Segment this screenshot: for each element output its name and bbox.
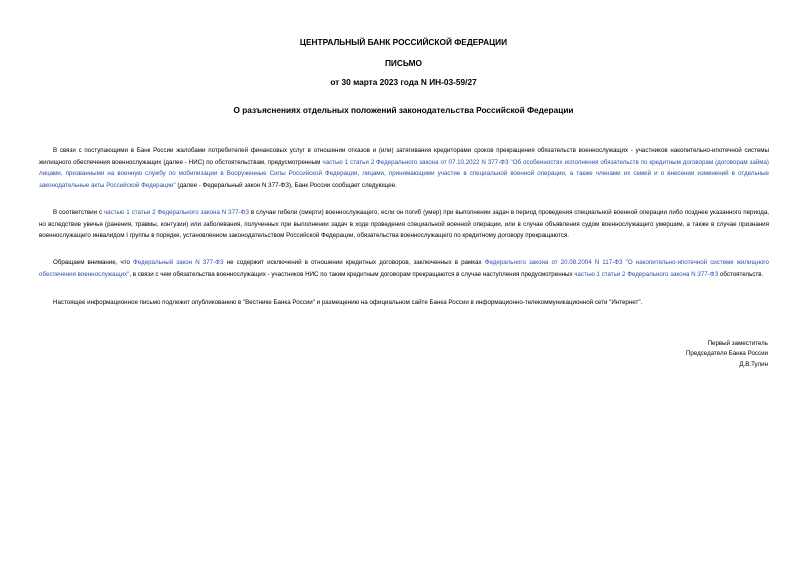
document-date-number: от 30 марта 2023 года N ИН-03-59/27 xyxy=(330,77,477,87)
law-link-377-fz-part1[interactable]: частью 1 статьи 2 Федерального закона N 377-ФЗ xyxy=(574,270,719,278)
paragraph-text: в случае гибели (смерти) военнослужащего, если он погиб (умер) при выполнении задач в период проведения специальной военной операции либо позднее указанного периода, но вследствие увечья (ранения, травмы, контузии) или заболевания, полученных при выполнении задач в ходе проведения специальной военной операции, или в случае объявления судом военнослужащего умершим, а также в случае признания военнослужащего инвалидом I группы в порядке, установленном законодательством Российской Федерации, обязательства военнослужащего по кредитному договору прекращаются. xyxy=(39,209,770,239)
paragraph-1 xyxy=(39,145,769,191)
paragraph-text: обстоятельств. xyxy=(718,270,764,278)
paragraph-text: (далее - Федеральный закон N 377-ФЗ), Банк России сообщает следующее. xyxy=(175,181,397,189)
paragraph-2 xyxy=(39,207,769,242)
paragraph-text: Обращаем внимание, что xyxy=(53,259,134,266)
signatory-position-org: Председателя Банка России xyxy=(685,350,768,357)
law-link-377-fz-part1[interactable]: частью 1 статьи 2 Федерального закона от 07.10.2022 N 377-ФЗ "Об особенностях исполнения обязательств по кредитным договорам (договорам займа) лицами, призванными на военную службу по мобилизации в Вооруженные Силы Российской Федерации, лицами, принимающими участие в специальной военной операции, а также членами их семей и о внесении изменений в отдельные законодательные акты Российской Федерации" xyxy=(39,158,769,189)
issuer-title: ЦЕНТРАЛЬНЫЙ БАНК РОССИЙСКОЙ ФЕДЕРАЦИИ xyxy=(299,37,508,47)
document-subject: О разъяснениях отдельных положений законодательства Российской Федерации xyxy=(233,105,574,115)
paragraph-text: В соответствии с xyxy=(53,209,104,216)
law-link-377-fz[interactable]: Федеральный закон N 377-ФЗ xyxy=(133,259,224,266)
paragraph-text: В связи с поступающими в Банк России жалобами потребителей финансовых услуг в отношении отказов и (или) затягивания кредиторами сроков прекращения обязательств военнослужащих - участников накопительно-ипотечной системы жилищного обеспечения военнослужащих (далее - НИС) по обстоятельствам, предусмотренным xyxy=(39,147,769,166)
signatory-position: Первый заместитель xyxy=(707,340,768,347)
paragraph-text: , в связи с чем обязательства военнослужащих - участников НИС по таким кредитным договорам прекращаются в случае наступления предусмотренных xyxy=(129,270,575,278)
paragraph-text: Настоящее информационное письмо подлежит опубликованию в "Вестнике Банка России" и размещению на официальном сайте Банка России в информационно-телекоммуникационной сети "Интернет". xyxy=(53,299,643,306)
law-link-117-fz[interactable]: Федерального закона от 20.08.2004 N 117-ФЗ "О накопительно-ипотечной системе жилищного обеспечения военнослужащих" xyxy=(39,259,769,278)
paragraph-text: не содержит исключений в отношении кредитных договоров, заключенных в рамках xyxy=(223,259,485,266)
law-link-377-fz-part1[interactable]: частью 1 статьи 2 Федерального закона N 377-ФЗ xyxy=(103,209,249,216)
signatory-name: Д.В.Тулин xyxy=(739,361,768,368)
paragraph-4 xyxy=(39,297,769,309)
paragraph-3 xyxy=(39,257,769,280)
document-type: ПИСЬМО xyxy=(384,58,423,68)
